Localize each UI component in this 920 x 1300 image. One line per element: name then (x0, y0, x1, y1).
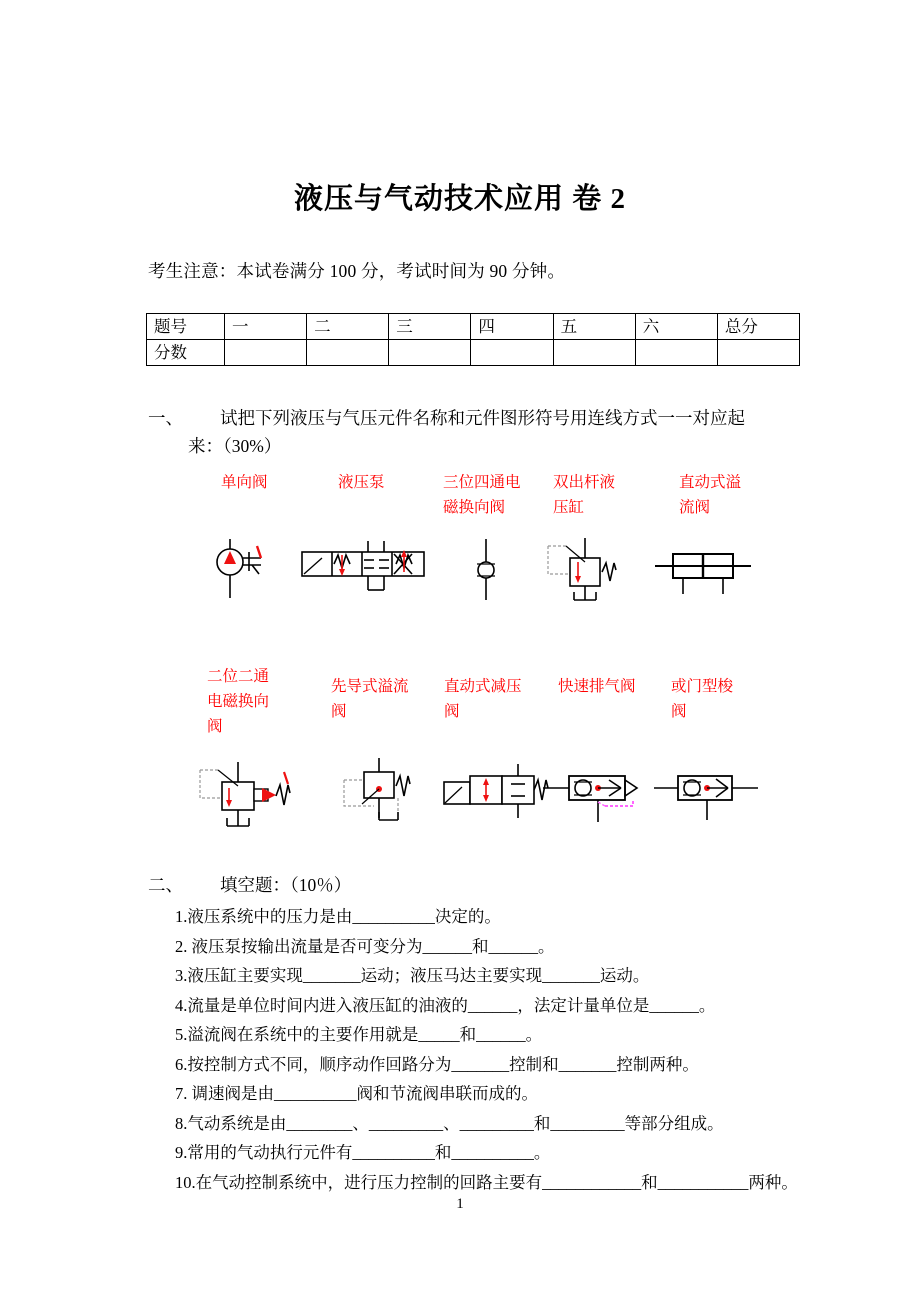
direct-acting-relief-valve-symbol (542, 536, 634, 612)
score-table-header-cell: 一 (225, 314, 307, 340)
score-cell[interactable] (553, 340, 635, 366)
shuttle-valve-symbol (654, 768, 762, 828)
section-one-line1: 试把下列液压与气压元件名称和元件图形符号用连线方式一一对应起 (220, 408, 745, 428)
pump-symbol (205, 538, 285, 600)
exam-notice: 考生注意：本试卷满分 100 分，考试时间为 90 分钟。 (148, 261, 566, 281)
section-two-number: 二、 (148, 875, 183, 895)
list-item: 4.流量是单位时间内进入液压缸的油液的______，法定计量单位是______。 (175, 995, 716, 1015)
component-label-2pos-2way-solenoid-valve: 二位二通电磁换向阀 (207, 668, 270, 735)
score-cell[interactable] (717, 340, 799, 366)
score-table-header-cell: 三 (389, 314, 471, 340)
score-cell[interactable] (635, 340, 717, 366)
list-item: 10.在气动控制系统中，进行压力控制的回路主要有____________和___________两种。 (175, 1172, 798, 1192)
list-item: 6.按控制方式不同，顺序动作回路分为_______控制和_______控制两种。 (175, 1054, 699, 1074)
section-two-title: 填空题：（10％） (220, 875, 352, 895)
section-one-number: 一、 (148, 408, 183, 428)
score-cell[interactable] (389, 340, 471, 366)
page-title: 液压与气动技术应用 卷 2 (293, 183, 626, 215)
page-number: 1 (456, 1196, 464, 1212)
component-label-hydraulic-pump: 液压泵 (338, 474, 385, 491)
fill-in-blank-list (175, 902, 815, 1197)
score-cell[interactable] (225, 340, 307, 366)
score-table-header-cell: 总分 (717, 314, 799, 340)
component-label-quick-exhaust-valve: 快速排气阀 (558, 678, 636, 695)
score-cell[interactable] (307, 340, 389, 366)
score-table-header-cell: 题号 (147, 314, 225, 340)
score-table-header-cell: 五 (553, 314, 635, 340)
list-item: 8.气动系统是由________、_________、_________和_________等部分组成。 (175, 1113, 724, 1133)
score-table-header-cell: 二 (307, 314, 389, 340)
table-row (147, 314, 800, 340)
component-label-check-valve: 单向阀 (221, 474, 268, 491)
double-rod-cylinder-symbol (655, 546, 751, 598)
component-label-pilot-operated-relief-valve: 先导式溢流阀 (331, 678, 409, 720)
three-position-four-way-solenoid-valve-symbol (300, 538, 428, 604)
list-item: 5.溢流阀在系统中的主要作用就是_____和______。 (175, 1025, 543, 1044)
score-table-header-cell: 四 (471, 314, 553, 340)
section-two-heading (148, 872, 351, 897)
score-table-header-cell: 六 (635, 314, 717, 340)
section-one-line2: 来：（30%） (188, 436, 282, 456)
score-table-row-label: 分数 (147, 340, 225, 366)
two-position-two-way-solenoid-valve-symbol (442, 762, 554, 828)
component-label-direct-acting-relief-valve: 直动式溢流阀 (679, 474, 742, 516)
component-label-3pos-4way-solenoid-valve: 三位四通电磁换向阀 (443, 474, 521, 516)
list-item: 2. 液压泵按输出流量是否可变分为______和______。 (175, 936, 555, 956)
quick-exhaust-valve-symbol (543, 768, 655, 832)
pilot-operated-relief-valve-symbol (340, 758, 436, 840)
section-one-heading (148, 404, 808, 460)
direct-acting-pressure-reducing-valve-symbol (196, 760, 308, 840)
score-cell[interactable] (471, 340, 553, 366)
list-item: 7. 调速阀是由__________阀和节流阀串联而成的。 (175, 1084, 538, 1103)
table-row (147, 340, 800, 366)
list-item: 3.液压缸主要实现_______运动；液压马达主要实现_______运动。 (175, 966, 650, 985)
check-valve-symbol (462, 538, 510, 602)
list-item: 1.液压系统中的压力是由__________决定的。 (175, 907, 501, 926)
component-label-shuttle-valve: 或门型梭阀 (671, 678, 734, 720)
component-label-double-rod-cylinder: 双出杆液压缸 (553, 474, 616, 516)
score-table (146, 313, 800, 366)
list-item: 9.常用的气动执行元件有__________和__________。 (175, 1143, 551, 1162)
component-label-pressure-reducing-valve: 直动式减压阀 (444, 678, 522, 720)
